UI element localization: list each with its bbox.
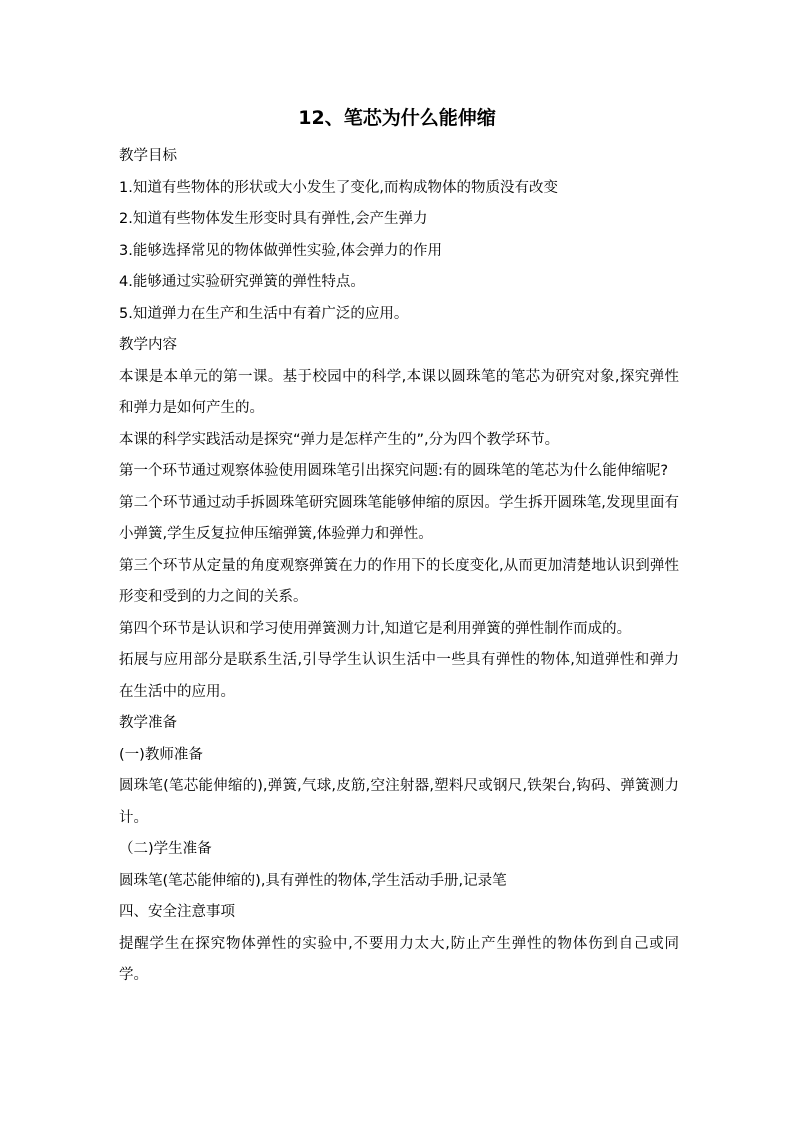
content-paragraph: 第四个环节是认识和学习使用弹簧测力计,知道它是利用弹簧的弹性制作而成的。 — [119, 620, 632, 637]
document-title: 12、笔芯为什么能伸缩 — [298, 107, 496, 129]
document-body — [119, 141, 679, 992]
safety-paragraph: 提醒学生在探究物体弹性的实验中,不要用力太大,防止产生弹性的物体伤到自己或同学。 — [119, 935, 679, 983]
prep-paragraph: 圆珠笔(笔芯能伸缩的),弹簧,气球,皮筋,空注射器,塑料尺或钢尺,铁架台,钩码、弹簧测力计。 — [119, 778, 679, 826]
section-heading-objectives: 教学目标 — [119, 148, 177, 164]
objective-item: 4.能够通过实验研究弹簧的弹性特点。 — [119, 274, 365, 290]
content-paragraph: 第二个环节通过动手拆圆珠笔研究圆珠笔能够伸缩的原因。学生拆开圆珠笔,发现里面有小弹簧,学生反复拉伸压缩弹簧,体验弹力和弹性。 — [119, 494, 679, 542]
subheading-teacher-prep: (一)教师准备 — [119, 746, 203, 763]
content-paragraph: 本课的科学实践活动是探究“弹力是怎样产生的”,分为四个教学环节。 — [119, 431, 560, 448]
objective-item: 1.知道有些物体的形状或大小发生了变化,而构成物体的物质没有改变 — [119, 179, 558, 196]
section-heading-safety: 四、安全注意事项 — [119, 904, 235, 920]
content-paragraph: 拓展与应用部分是联系生活,引导学生认识生活中一些具有弹性的物体,知道弹性和弹力在生活中的应用。 — [119, 652, 679, 700]
prep-paragraph: 圆珠笔(笔芯能伸缩的),具有弹性的物体,学生活动手册,记录笔 — [119, 872, 507, 889]
subheading-student-prep: （二)学生准备 — [119, 841, 212, 857]
objective-item: 2.知道有些物体发生形变时具有弹性,会产生弹力 — [119, 211, 428, 227]
section-heading-content: 教学内容 — [119, 337, 177, 353]
content-paragraph: 第一个环节通过观察体验使用圆珠笔引出探究问题:有的圆珠笔的笔芯为什么能伸缩呢? — [119, 463, 669, 479]
content-paragraph: 第三个环节从定量的角度观察弹簧在力的作用下的长度变化,从而更加清楚地认识到弹性形变和受到的力之间的关系。 — [119, 557, 679, 605]
content-paragraph: 本课是本单元的第一课。基于校园中的科学,本课以圆珠笔的笔芯为研究对象,探究弹性和弹力是如何产生的。 — [119, 368, 679, 416]
section-heading-preparation: 教学准备 — [119, 715, 177, 731]
objective-item: 3.能够选择常见的物体做弹性实验,体会弹力的作用 — [119, 242, 442, 259]
objective-item: 5.知道弹力在生产和生活中有着广泛的应用。 — [119, 305, 409, 322]
